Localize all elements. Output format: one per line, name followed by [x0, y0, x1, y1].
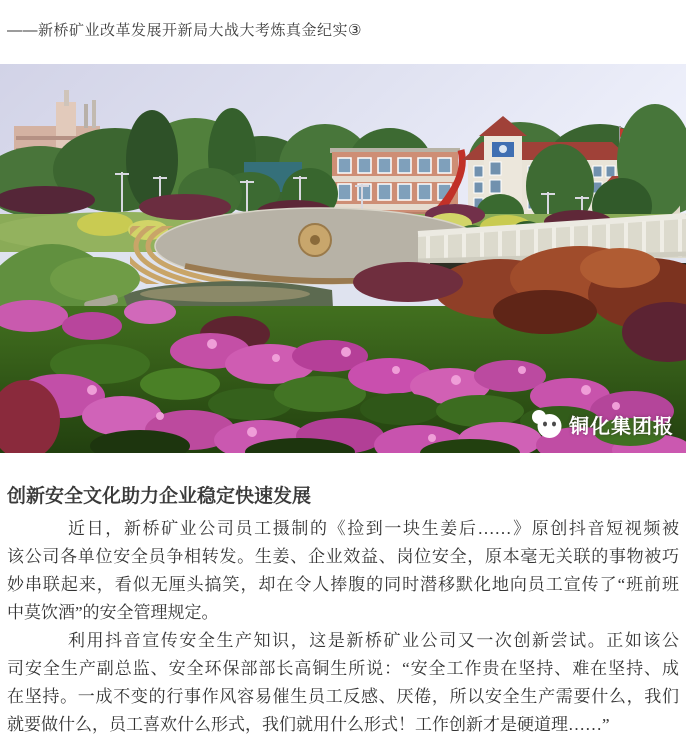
article-paragraph — [7, 627, 679, 739]
article-body — [0, 484, 686, 739]
campus-photo-illustration — [0, 64, 686, 453]
paragraph-line: 该公司各单位安全员争相转发。生姜、企业效益、岗位安全，原本毫无关联的事物被巧 — [7, 547, 679, 566]
page-subtitle: ——新桥矿业改革发展开新局大战大考炼真金纪实③ — [7, 22, 362, 39]
paragraph-line: 中莫饮酒”的安全管理规定。 — [7, 603, 219, 622]
paragraph-line: 司安全生产副总监、安全环保部部长高铜生所说：“安全工作贵在坚持、难在坚持、成 — [7, 659, 679, 678]
article-photo — [0, 64, 686, 453]
paragraph-line: 就要做什么，员工喜欢什么形式，我们就用什么形式！工作创新才是硬道理……” — [7, 715, 610, 734]
photo-watermark — [530, 408, 674, 440]
wechat-icon — [530, 408, 562, 440]
paragraph-line: 近日，新桥矿业公司员工摄制的《捡到一块生姜后……》原创抖音短视频被 — [68, 519, 679, 538]
paragraph-line: 在坚持。一成不变的行事作风容易催生员工反感、厌倦，所以安全生产需要什么，我们 — [7, 687, 679, 706]
article-paragraph — [7, 515, 679, 627]
article-heading: 创新安全文化助力企业稳定快速发展 — [7, 486, 312, 507]
watermark-text: 铜化集团报 — [569, 415, 674, 438]
paragraph-line: 妙串联起来，看似无厘头搞笑，却在令人捧腹的同时潜移默化地向员工宣传了“班前班 — [7, 575, 679, 594]
paragraph-line: 利用抖音宣传安全生产知识，这是新桥矿业公司又一次创新尝试。正如该公 — [68, 631, 679, 650]
